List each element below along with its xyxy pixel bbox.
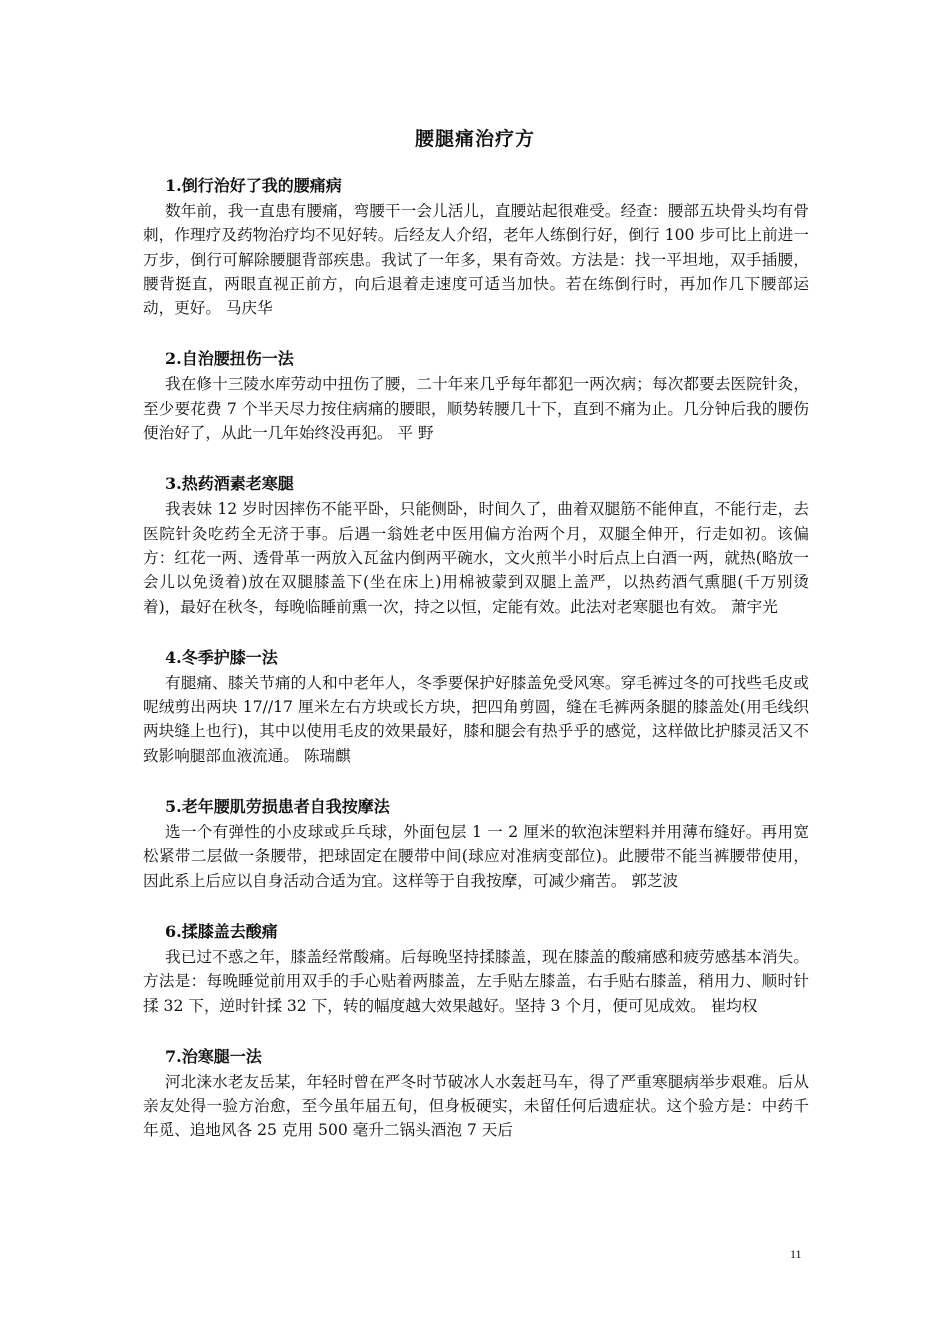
section-4 [143,645,809,768]
section-7 [143,1044,809,1143]
section-body: 我已过不惑之年，膝盖经常酸痛。后每晚坚持揉膝盖，现在膝盖的酸痛感和疲劳感基本消失。方法是：每晚睡觉前用双手的手心贴着两膝盖，左手贴左膝盖，右手贴右膝盖，稍用力、顺时针揉 32 下，逆时针揉 32 下，转的幅度越大效果越好。坚持 3 个月，便可见成效。 崔均权 [143,947,809,1015]
section-heading: 5.老年腰肌劳损患者自我按摩法 [165,797,390,817]
section-6 [143,919,809,1018]
section-body: 河北涞水老友岳某，年轻时曾在严冬时节破冰人水轰赶马车，得了严重寒腿病举步艰难。后从亲友处得一验方治愈，至今虽年届五旬，但身板硬实，未留任何后遗症状。这个验方是：中药千年觅、追地风各 25 克用 500 毫升二锅头酒泡 7 天后 [143,1072,809,1140]
section-heading: 2.自治腰扭伤一法 [165,349,294,369]
document-content [143,173,809,1169]
section-heading: 1.倒行治好了我的腰痛病 [165,176,342,195]
section-2 [143,346,809,445]
section-heading: 6.揉膝盖去酸痛 [165,921,278,941]
section-body: 选一个有弹性的小皮球或乒乓球，外面包层 1 一 2 厘米的软泡沫塑料并用薄布缝好。再用宽松紧带二层做一条腰带，把球固定在腰带中间(球应对准病变部位)。此腰带不能当裤腰带使用，因此系上后应以自身活动合适为宜。这样等于自我按摩，可减少痛苦。 郭芝波 [143,823,809,890]
section-body: 我在修十三陵水库劳动中扭伤了腰，二十年来几乎每年都犯一两次病；每次都要去医院针灸，至少要花费 7 个半天尽力按住病痛的腰眼，顺势转腰几十下，直到不痛为止。几分钟后我的腰伤便治好了，从此一几年始终没再犯。 平 野 [143,375,809,443]
section-body: 有腿痛、膝关节痛的人和中老年人，冬季要保护好膝盖免受风寒。穿毛裤过冬的可找些毛皮或呢绒剪出两块 17//17 厘米左右方块或长方块，把四角剪圆，缝在毛裤两条腿的膝盖处(用毛线织两块缝上也行)，其中以使用毛皮的效果最好，膝和腿会有热乎乎的感觉，这样做比护膝灵活又不致影响腿部血液流通。 陈瑞麒 [143,673,809,765]
section-heading: 4.冬季护膝一法 [165,647,278,667]
page-number: 11 [790,1247,802,1261]
section-1 [143,173,809,320]
section-3 [143,471,809,618]
section-heading: 7.治寒腿一法 [165,1046,262,1066]
section-heading: 3.热药酒素老寒腿 [165,474,294,494]
section-body: 数年前，我一直患有腰痛，弯腰干一会儿活儿，直腰站起很难受。经查：腰部五块骨头均有骨刺，作理疗及药物治疗均不见好转。后经友人介绍，老年人练倒行好，倒行 100 步可比上前进一万步，倒行可解除腰腿背部疾患。我试了一年多，果有奇效。方法是：找一平坦地，双手插腰，腰背挺直，两眼直视正前方，向后退着走速度可适当加快。若在练倒行时，再加作几下腰部运动，更好。 马庆华 [143,202,809,318]
section-5 [143,794,809,893]
section-body: 我表妹 12 岁时因摔伤不能平卧，只能侧卧，时间久了，曲着双腿筋不能伸直，不能行走，去医院针灸吃药全无济于事。后遇一翁姓老中医用偏方治两个月，双腿全伸开，行走如初。该偏方：红花一两、透骨革一两放入瓦盆内倒两平碗水，文火煎半小时后点上白酒一两，就热(略放一会儿以免烫着)放在双腿膝盖下(坐在床上)用棉被蒙到双腿上盖严，以热药酒气熏腿(千万别烫着)，最好在秋冬，每晚临睡前熏一次，持之以恒，定能有效。此法对老寒腿也有效。 萧宇光 [143,500,809,616]
document-title: 腰腿痛治疗方 [414,128,535,150]
